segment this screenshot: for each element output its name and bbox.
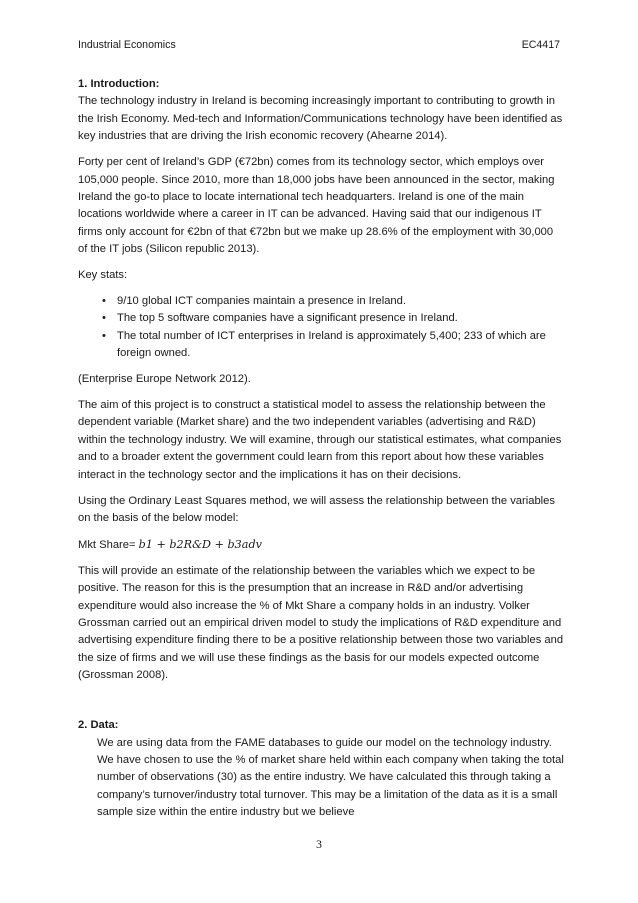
bullet-icon: •	[102, 312, 106, 325]
list-item-text: The total number of ICT enterprises in Ireland is approximately 5,400; 233 of which are foreign owned.	[117, 329, 546, 360]
page-content	[78, 76, 564, 830]
key-stats-label: Key stats:	[78, 269, 128, 282]
model-label: Mkt Share=	[78, 538, 139, 551]
model-equation	[78, 536, 564, 554]
intro-paragraph-4: Using the Ordinary Least Squares method, we will assess the relationship between the variables on the basis of the below model:	[78, 494, 555, 524]
section-data	[78, 717, 564, 821]
section-introduction	[78, 76, 564, 685]
page-number: 3	[316, 837, 322, 851]
section-heading-data: 2. Data:	[78, 719, 119, 732]
header-course-code: EC4417	[521, 39, 560, 51]
section-heading-introduction: 1. Introduction:	[78, 78, 160, 90]
citation: (Enterprise Europe Network 2012).	[78, 373, 251, 386]
key-stats-list	[78, 293, 564, 363]
list-item	[102, 293, 564, 310]
bullet-icon: •	[102, 294, 106, 307]
list-item	[102, 328, 564, 363]
intro-paragraph-5: This will provide an estimate of the relationship between the variables which we expect to be positive. The reason for this is the presumption that an increase in R&D and/or advertising expenditure would also increase the % of Mkt Share a company holds in an industry. Volker Grossman carried out an empirical driven model to study the implications of R&D expenditure and advertising expenditure finding there to be a positive relationship between those two variables and the size of firms and we will use these findings as the basis for our models expected outcome (Grossman 2008).	[78, 564, 564, 682]
list-item-text: The top 5 software companies have a significant presence in Ireland.	[117, 312, 458, 325]
data-paragraph-1: We are using data from the FAME databases to guide our model on the technology industry. We have chosen to use the % of market share held within each company when taking the total number of observations (30) as the entire industry. We have calculated this through taking a company’s turnover/industry total turnover. This may be a limitation of the data as it is a small sample size within the entire industry but we believe	[97, 736, 564, 819]
intro-paragraph-2: Forty per cent of Ireland’s GDP (€72bn) comes from its technology sector, which employs over 105,000 people. Since 2010, more than 18,000 jobs have been announced in the sector, making Ireland the go-to place to locate international tech headquarters. Ireland is one of the main locations worldwide where a career in IT can be advanced. Having said that our indigenous IT firms only account for €2bn of that €72bn but we make up 28.6% of the employment with 30,000 of the IT jobs (Silicon republic 2013).	[78, 156, 555, 256]
list-item	[102, 310, 564, 327]
header-course-title: Industrial Economics	[78, 39, 176, 51]
model-formula: b1 + b2R&D + b3adv	[138, 537, 262, 551]
intro-paragraph-1: The technology industry in Ireland is becoming increasingly important to contributing to growth in the Irish Economy. Med-tech and Information/Communications technology have been identified as key industries that are driving the Irish economic recovery (Ahearne 2014).	[78, 95, 563, 143]
intro-paragraph-3: The aim of this project is to construct a statistical model to assess the relationship between the dependent variable (Market share) and the two independent variables (advertising and R&D) within the technology industry. We will examine, through our statistical estimates, what companies and to a broader extent the government could learn from this report about how these variables interact in the technology sector and the implications it has on their decisions.	[78, 399, 562, 481]
bullet-icon: •	[102, 329, 106, 342]
list-item-text: 9/10 global ICT companies maintain a presence in Ireland.	[117, 294, 406, 307]
